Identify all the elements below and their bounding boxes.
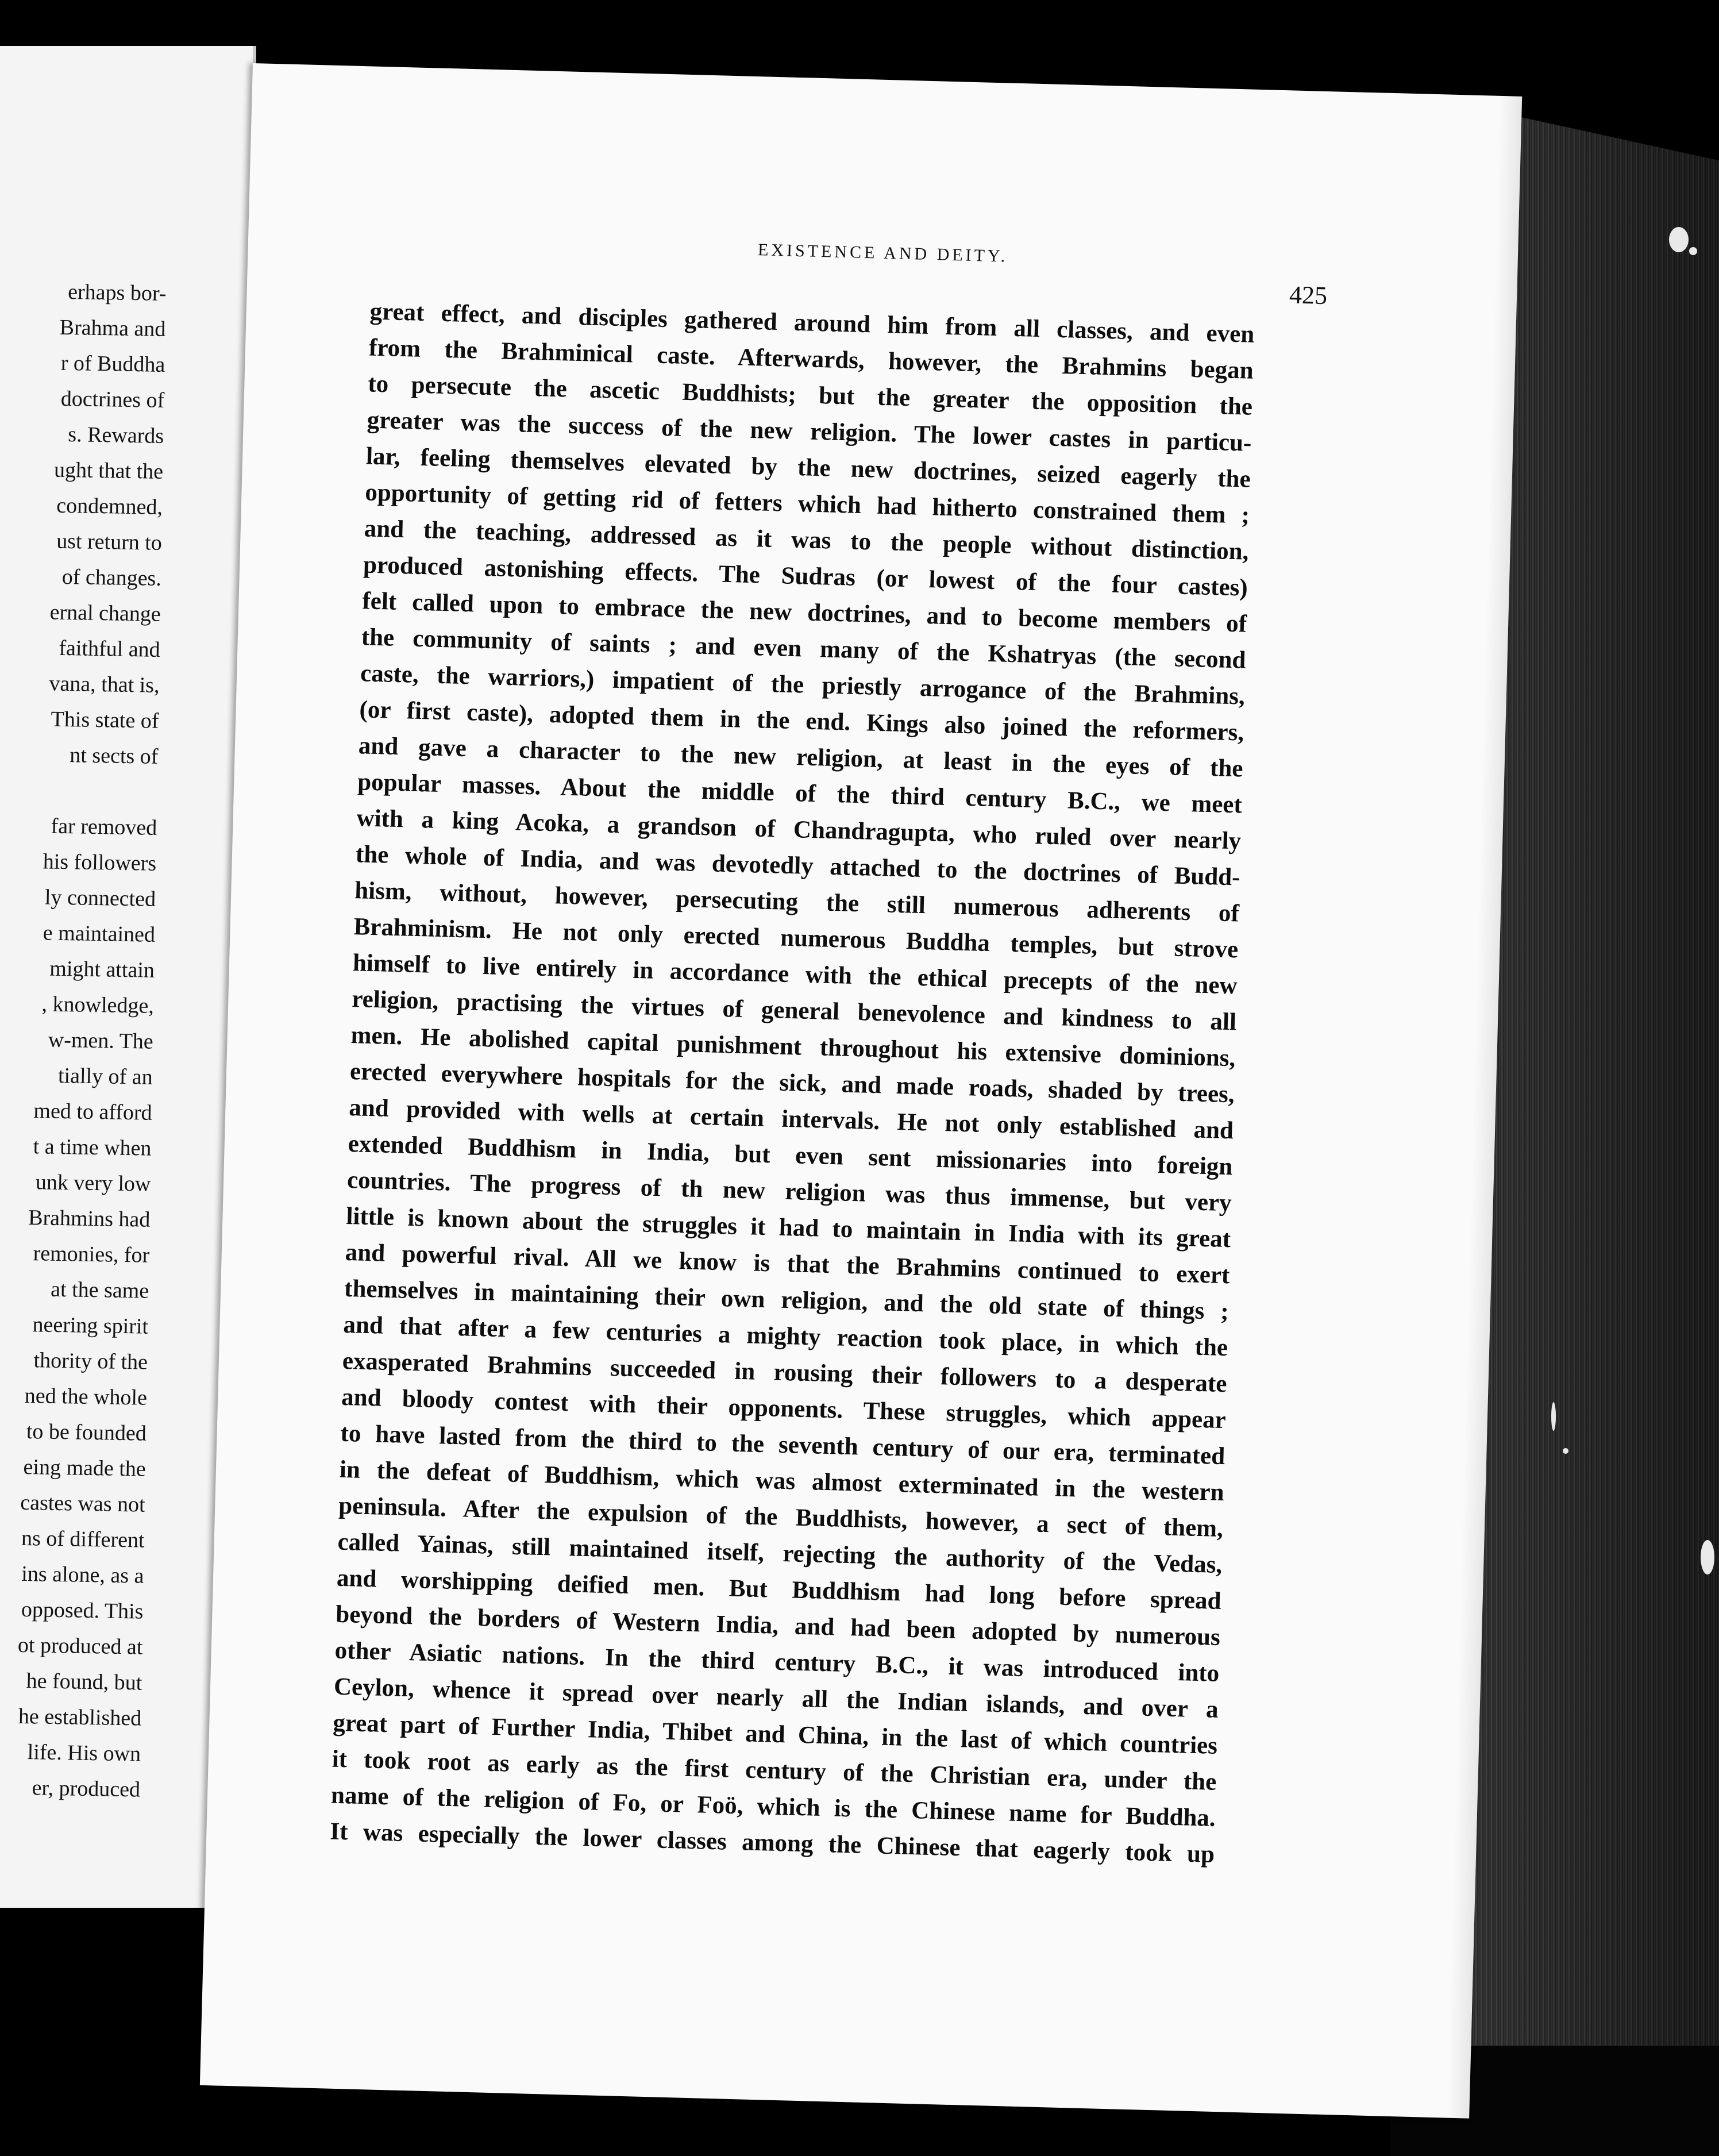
left-page-line: s. Rewards xyxy=(68,422,164,448)
body-line: religion, practising the virtues of general benevolence and kindness to all xyxy=(351,985,1237,1036)
left-page-line: med to afford xyxy=(33,1099,152,1125)
main-page xyxy=(200,63,1522,2119)
body-line: great effect, and disciples gathered around him from all classes, and even xyxy=(369,298,1255,348)
body-line: peninsula. After the expulsion of the Buddhists, however, a sect of them, xyxy=(338,1492,1224,1543)
body-line: lar, feeling themselves elevated by the new doctrines, seized eagerly the xyxy=(365,442,1251,493)
body-line: the whole of India, and was devotedly attached to the doctrines of Budd- xyxy=(355,841,1241,891)
left-page-line: vana, that is, xyxy=(49,671,160,698)
body-line: produced astonishing effects. The Sudras (or lowest of the four castes) xyxy=(363,551,1248,602)
left-page-line: erhaps bor- xyxy=(67,280,167,306)
body-line: the community of saints ; and even many of the Kshatryas (the second xyxy=(361,623,1247,674)
body-line: and powerful rival. All we know is that the Brahmins continued to exert xyxy=(345,1238,1230,1289)
left-page-line xyxy=(0,772,158,810)
left-page-line: thority of the xyxy=(33,1348,148,1375)
left-page-line: condemned, xyxy=(56,493,163,519)
left-page-line: ly connected xyxy=(44,885,156,911)
body-line: It was especially the lower classes among the Chinese that eagerly took up xyxy=(329,1818,1215,1868)
left-page-line: ught that the xyxy=(53,457,164,484)
page-number: 425 xyxy=(1289,280,1328,310)
body-line: beyond the borders of Western India, and had been adopted by numerous xyxy=(335,1600,1221,1651)
body-line: opportunity of getting rid of fetters which had hitherto constrained them ; xyxy=(364,479,1250,529)
body-line: Ceylon, whence it spread over nearly all the Indian islands, and over a xyxy=(333,1673,1219,1723)
body-line: in the defeat of Buddhism, which was almost exterminated in the western xyxy=(339,1456,1225,1507)
left-page-line: remonies, for xyxy=(33,1241,150,1268)
left-page-line: he found, but xyxy=(26,1669,142,1695)
dust-speck xyxy=(1701,1540,1714,1574)
left-page-line: he established xyxy=(18,1704,142,1731)
body-line: to have lasted from the third to the seventh century of our era, terminated xyxy=(340,1419,1225,1470)
left-page-line: his followers xyxy=(43,849,157,876)
body-line: little is known about the struggles it had to maintain in India with its great xyxy=(345,1202,1231,1253)
left-page-line: tially of an xyxy=(57,1063,153,1089)
body-line: erected everywhere hospitals for the sick, and made roads, shaded by trees, xyxy=(349,1058,1235,1108)
body-line: with a king Acoka, a grandson of Chandragupta, who ruled over nearly xyxy=(356,804,1242,855)
body-line: men. He abolished capital punishment throughout his extensive dominions, xyxy=(350,1022,1236,1072)
left-page-line: life. His own xyxy=(27,1740,141,1766)
left-page-line: opposed. This xyxy=(21,1597,144,1624)
left-page-line: of changes. xyxy=(61,564,162,591)
body-line: himself to live entirely in accordance with the ethical precepts of the new xyxy=(352,949,1238,1000)
left-page-line: at the same xyxy=(50,1277,149,1303)
left-page-line: ned the whole xyxy=(24,1383,148,1410)
body-line: felt called upon to embrace the new doctrines, and to become members of xyxy=(361,587,1247,638)
body-line: and worshipping deified men. But Buddhism had long before spread xyxy=(336,1564,1222,1615)
body-line: name of the religion of Fo, or Foö, which is the Chinese name for Buddha. xyxy=(330,1781,1216,1832)
left-page-line: This state of xyxy=(51,707,159,733)
body-line: and provided with wells at certain intervals. He not only established and xyxy=(348,1094,1234,1145)
left-page-line: doctrines of xyxy=(60,386,165,413)
body-line: hism, without, however, persecuting the still numerous adherents of xyxy=(354,877,1240,927)
dust-speck xyxy=(1669,227,1689,252)
left-page-line: r of Buddha xyxy=(60,351,165,377)
left-page-text-column xyxy=(0,273,167,1808)
left-page-line: to be founded xyxy=(26,1419,147,1446)
left-page-line: er, produced xyxy=(32,1776,141,1802)
body-line: caste, the warriors,) impatient of the priestly arrogance of the Brahmins, xyxy=(360,660,1246,710)
left-page-line: might attain xyxy=(49,956,155,983)
dust-speck xyxy=(1689,247,1697,255)
body-line: (or first caste), adopted them in the end. Kings also joined the reformers, xyxy=(359,696,1244,746)
left-page-line: nt sects of xyxy=(69,743,159,769)
left-page-line: e maintained xyxy=(43,921,156,947)
left-page-line: faithful and xyxy=(59,636,161,662)
left-page-line: ernal change xyxy=(49,600,161,626)
left-page-line: ust return to xyxy=(56,529,163,555)
left-page-line: w-men. The xyxy=(48,1027,154,1054)
body-line: and bloody contest with their opponents. These struggles, which appear xyxy=(341,1383,1227,1434)
left-page-line: far removed xyxy=(51,814,157,840)
left-page-line: ns of different xyxy=(21,1526,145,1553)
body-line: it took root as early as the first century of the Christian era, under the xyxy=(332,1745,1217,1796)
left-page-line: Brahmins had xyxy=(28,1206,151,1232)
body-line: called Yainas, still maintained itself, rejecting the authority of the Vedas, xyxy=(337,1528,1223,1579)
body-line: themselves in maintaining their own religion, and the old state of things ; xyxy=(344,1275,1229,1326)
left-page-line: ot produced at xyxy=(17,1633,143,1660)
left-page-line: , knowledge, xyxy=(41,992,155,1018)
left-page-line: neering spirit xyxy=(32,1312,149,1339)
body-line: exasperated Brahmins succeeded in rousing their followers to a desperate xyxy=(342,1347,1228,1398)
left-page-line: t a time when xyxy=(33,1134,152,1161)
body-line: countries. The progress of th new religion was thus immense, but very xyxy=(346,1166,1232,1217)
body-line: other Asiatic nations. In the third century B.C., it was introduced into xyxy=(334,1637,1220,1687)
left-page-line: ins alone, as a xyxy=(21,1561,144,1588)
body-line: to persecute the ascetic Buddhists; but the greater the opposition the xyxy=(367,370,1253,421)
body-line: Brahminism. He not only erected numerous Buddha temples, but strove xyxy=(353,913,1239,964)
body-line: and gave a character to the new religion, at least in the eyes of the xyxy=(358,732,1244,783)
left-page-line: unk very low xyxy=(35,1170,151,1196)
body-line: and that after a few centuries a mighty reaction took place, in which the xyxy=(342,1311,1228,1362)
body-line: extended Buddhism in India, but even sent missionaries into foreign xyxy=(348,1130,1233,1181)
body-line: and the teaching, addressed as it was to the people without distinction, xyxy=(364,515,1249,565)
running-head: EXISTENCE AND DEITY. xyxy=(757,240,1008,266)
left-page-line: castes was not xyxy=(20,1490,146,1517)
body-line: great part of Further India, Thibet and China, in the last of which countries xyxy=(332,1709,1218,1760)
left-page-line: eing made the xyxy=(23,1454,147,1481)
left-page-line: Brahma and xyxy=(59,315,166,341)
body-line: greater was the success of the new religion. The lower castes in particu- xyxy=(367,406,1252,457)
dust-speck xyxy=(1551,1402,1556,1431)
body-line: from the Brahminical caste. Afterwards, however, the Brahmins began xyxy=(368,334,1254,384)
body-text xyxy=(330,293,1255,1872)
body-line: popular masses. About the middle of the third century B.C., we meet xyxy=(357,768,1243,819)
dust-speck xyxy=(1563,1448,1568,1454)
